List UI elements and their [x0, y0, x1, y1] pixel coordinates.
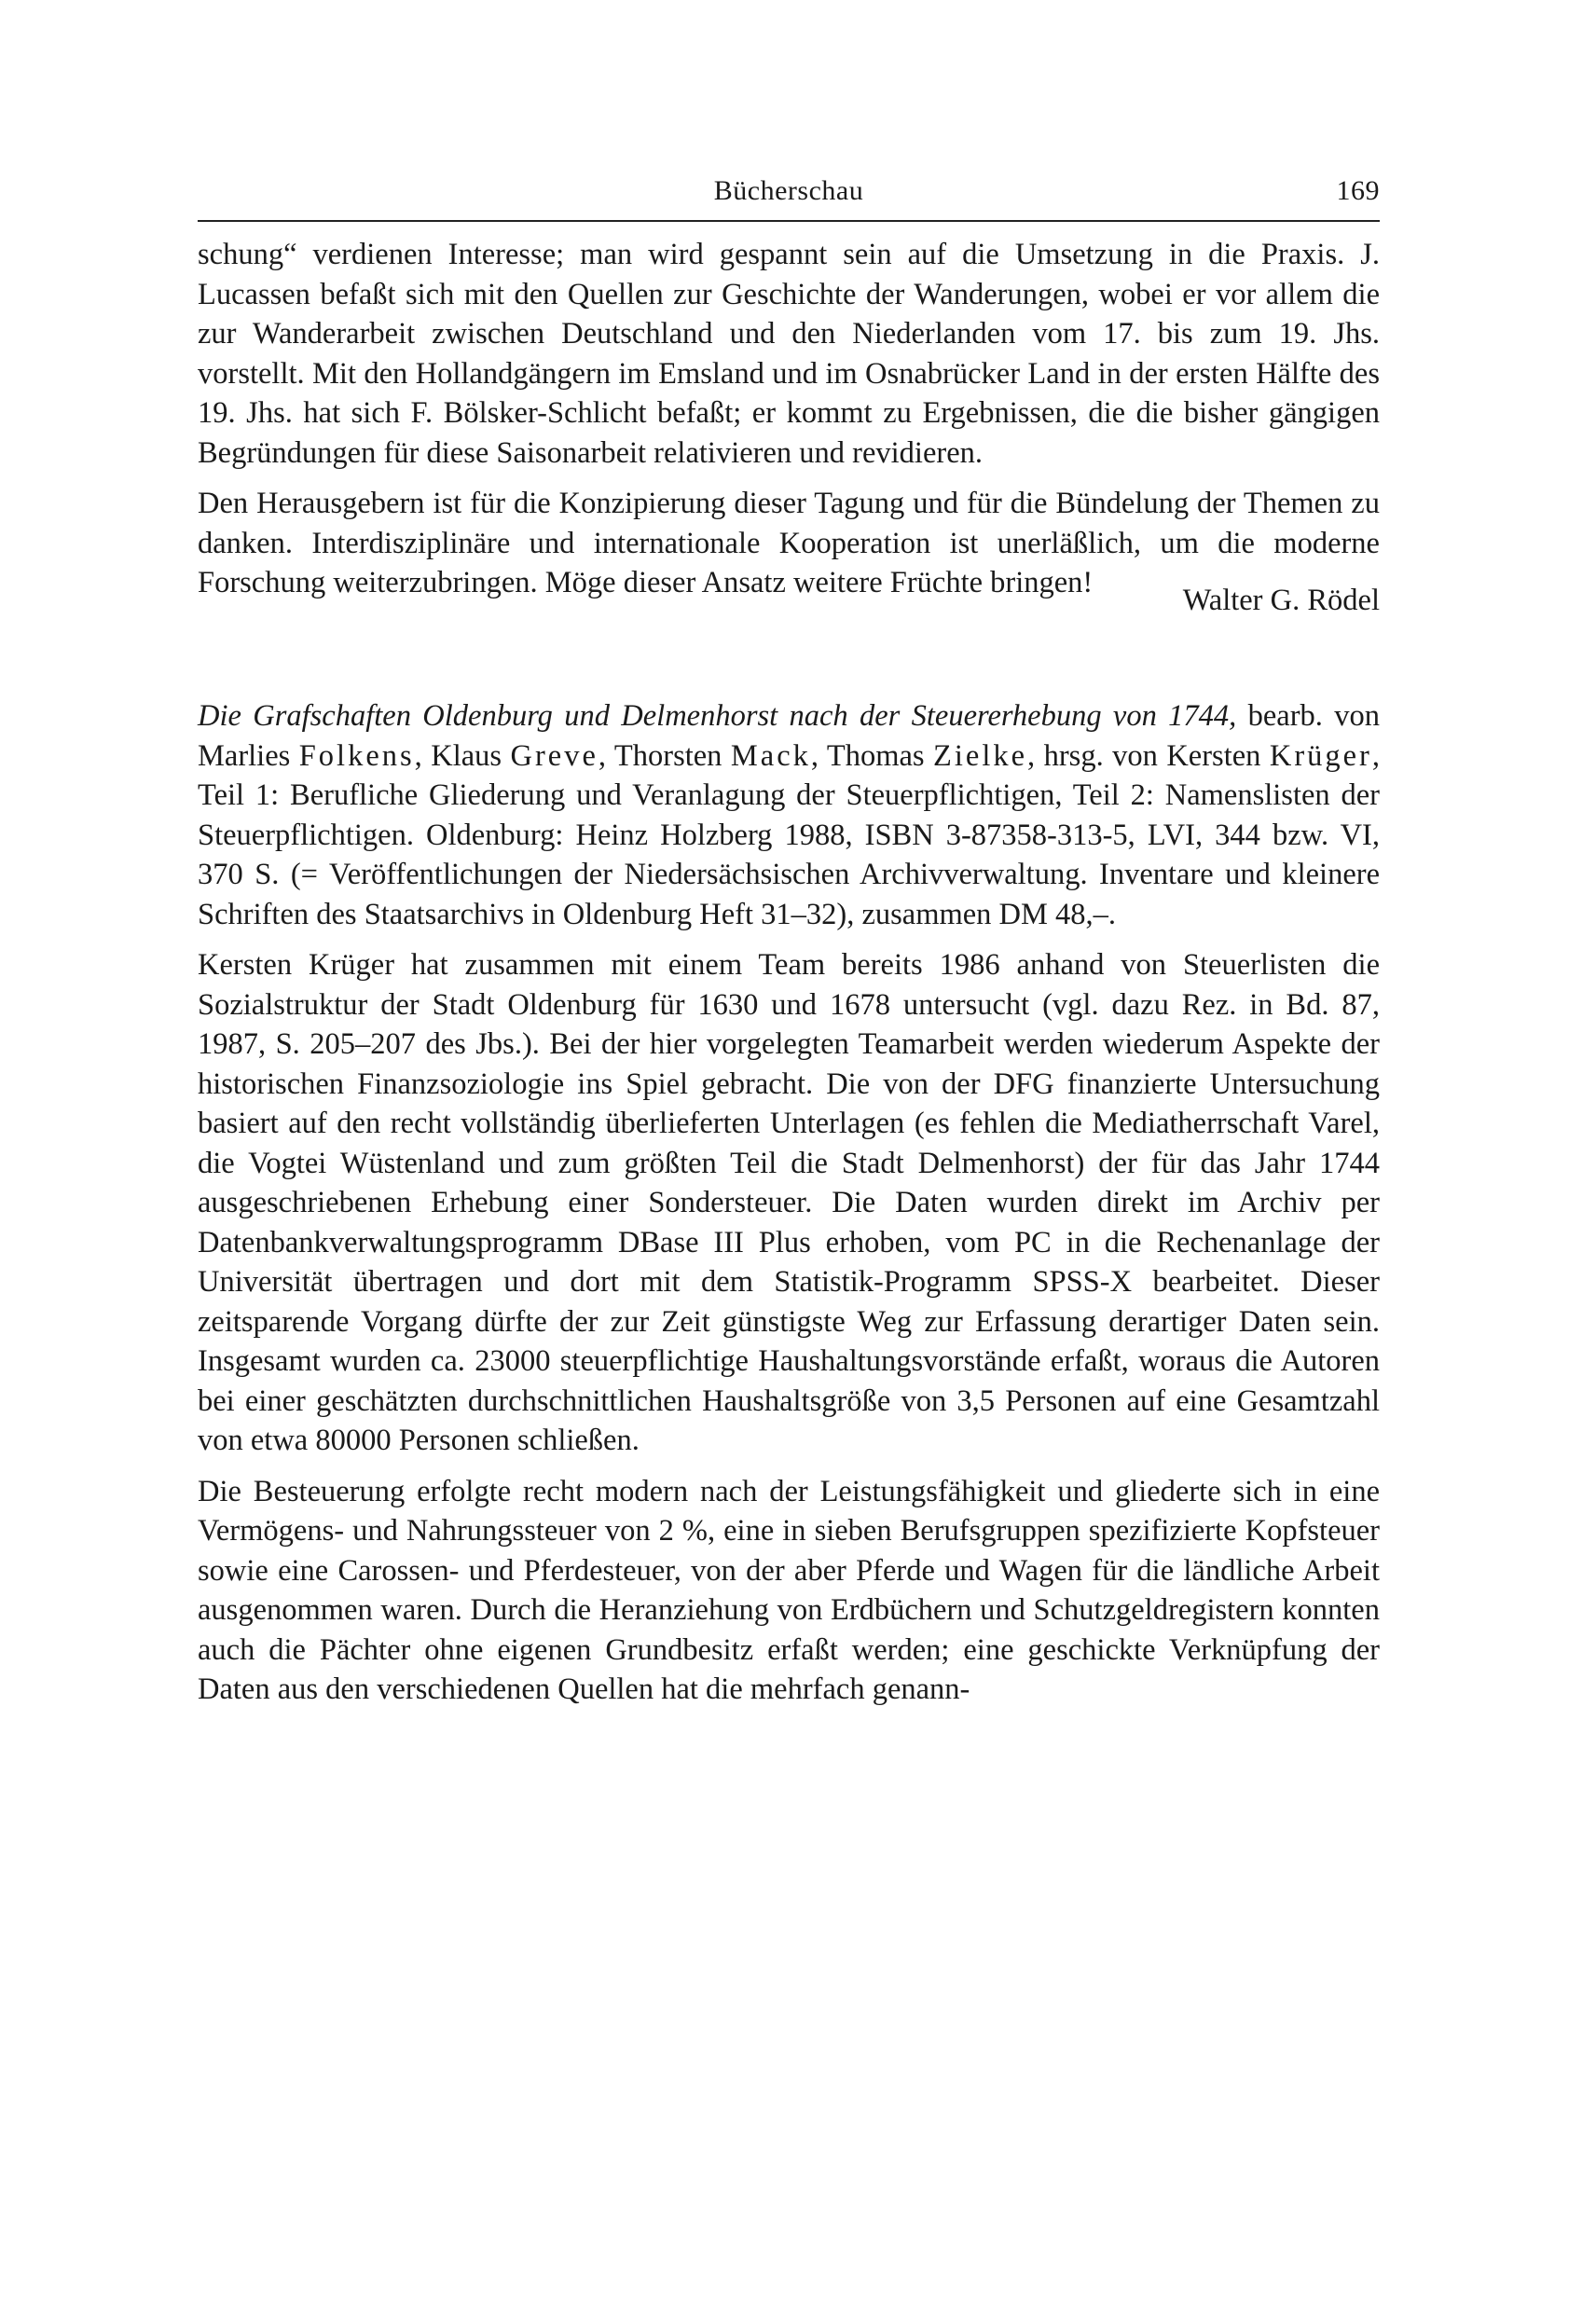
review2-paragraph-1: Kersten Krüger hat zusammen mit einem Team bereits 1986 anhand von Steuerlisten die Sozialstruktur der Stadt Oldenburg für 1630 und 1678 untersucht (vgl. dazu Rez. in Bd. 87, 1987, S. 205–207 des Jbs.). Bei der hier vorgelegten Teamarbeit werden wiederum Aspekte der historischen Finanzsoziologie ins Spiel gebracht. Die von der DFG finanzierte Untersuchung basiert auf den recht vollständig überlieferten Unterlagen (es fehlen die Mediatherrschaft Varel, die Vogtei Wüstenland und zum größten Teil die Stadt Delmenhorst) der für das Jahr 1744 ausgeschriebenen Erhebung einer Sondersteuer. Die Daten wurden direkt im Archiv per Datenbankverwaltungsprogramm DBase III Plus erhoben, vom PC in die Rechenanlage der Universität übertragen und dort mit dem Statistik-Programm SPSS-X bearbeitet. Dieser zeitsparende Vorgang dürfte der zur Zeit günstigste Weg zur Erfassung derartiger Daten sein. Insgesamt wurden ca. 23000 steuerpflichtige Haushaltungsvorstände erfaßt, woraus die Autoren bei einer geschätzten durchschnittlichen Haushaltsgröße von 3,5 Personen auf eine Gesamtzahl von etwa 80000 Personen schließen.: [198, 948, 1380, 1457]
reviewer-signature: Walter G. Rödel: [1182, 583, 1380, 617]
section-gap: [198, 620, 1380, 696]
author-name: Mack: [730, 738, 811, 773]
page: [198, 168, 1380, 1721]
author-name: Folkens: [298, 738, 415, 773]
entry-text: , Klaus: [414, 738, 511, 773]
entry-text: bearb. von Marlies: [198, 699, 1380, 773]
entry-text: , hrsg. von Kersten: [1027, 738, 1270, 773]
running-title: Bücherschau: [713, 175, 864, 206]
book-title: Die Grafschaften Oldenburg und Delmenhorst nach der Steuererhebung von 1744,: [198, 699, 1237, 733]
entry-text: , Thorsten: [598, 738, 731, 773]
review1-paragraph-1: schung“ verdienen Interesse; man wird gespannt sein auf die Umsetzung in die Praxis. J. Lucassen befaßt sich mit den Quellen zur Geschichte der Wanderungen, wobei er vor allem die zur Wanderarbeit zwischen Deutschland und den Niederlanden vom 17. bis zum 19. Jhs. vorstellt. Mit den Hollandgängern im Emsland und im Osnabrücker Land in der ersten Hälfte des 19. Jhs. hat sich F. Bölsker-Schlicht befaßt; er kommt zu Ergebnissen, die die bisher gängigen Begründungen für diese Saisonarbeit relativieren und revidieren.: [198, 238, 1380, 470]
entry-text: , Thomas: [810, 738, 934, 773]
review1-paragraph-2: Den Herausgebern ist für die Konzipierung dieser Tagung und für die Bündelung der Themen zu danken. Interdisziplinäre und internationale Kooperation ist unerläßlich, um die moderne Forschung weiterzubringen. Möge dieser Ansatz weitere Früchte bringen!: [198, 487, 1380, 599]
page-number: 169: [1336, 175, 1380, 206]
author-name: Zielke: [933, 738, 1028, 773]
review2-bibliographic-entry: [198, 696, 1380, 934]
running-head: [198, 168, 1380, 220]
author-name: Greve: [510, 738, 598, 773]
review2-paragraph-2: Die Besteuerung erfolgte recht modern nach der Leistungsfähigkeit und gliederte sich in eine Vermögens- und Nahrungssteuer von 2 %, eine in sieben Berufsgruppen spezifizierte Kopfsteuer sowie eine Carossen- und Pferdesteuer, von der aber Pferde und Wagen für die ländliche Arbeit ausgenommen waren. Durch die Heranziehung von Erdbüchern und Schutzgeldregistern konnten auch die Pächter ohne eigenen Grundbesitz erfaßt werden; eine geschickte Verknüpfung der Daten aus den verschiedenen Quellen hat die mehrfach genann-: [198, 1474, 1380, 1706]
header-rule: [198, 220, 1380, 222]
editor-name: Krüger: [1269, 738, 1372, 773]
entry-text: , Teil 1: Berufliche Gliederung und Veranlagung der Steuerpflichtigen, Teil 2: Namenslisten der Steuerpflichtigen. Oldenburg: Heinz Holzberg 1988, ISBN 3-87358-313-5, LVI, 344 bzw. VI, 370 S. (= Veröffentlichungen der Niedersächsischen Archivverwaltung. Inventare und kleinere Schriften des Staatsarchivs in Oldenburg Heft 31–32), zusammen DM 48,–.: [198, 738, 1381, 931]
